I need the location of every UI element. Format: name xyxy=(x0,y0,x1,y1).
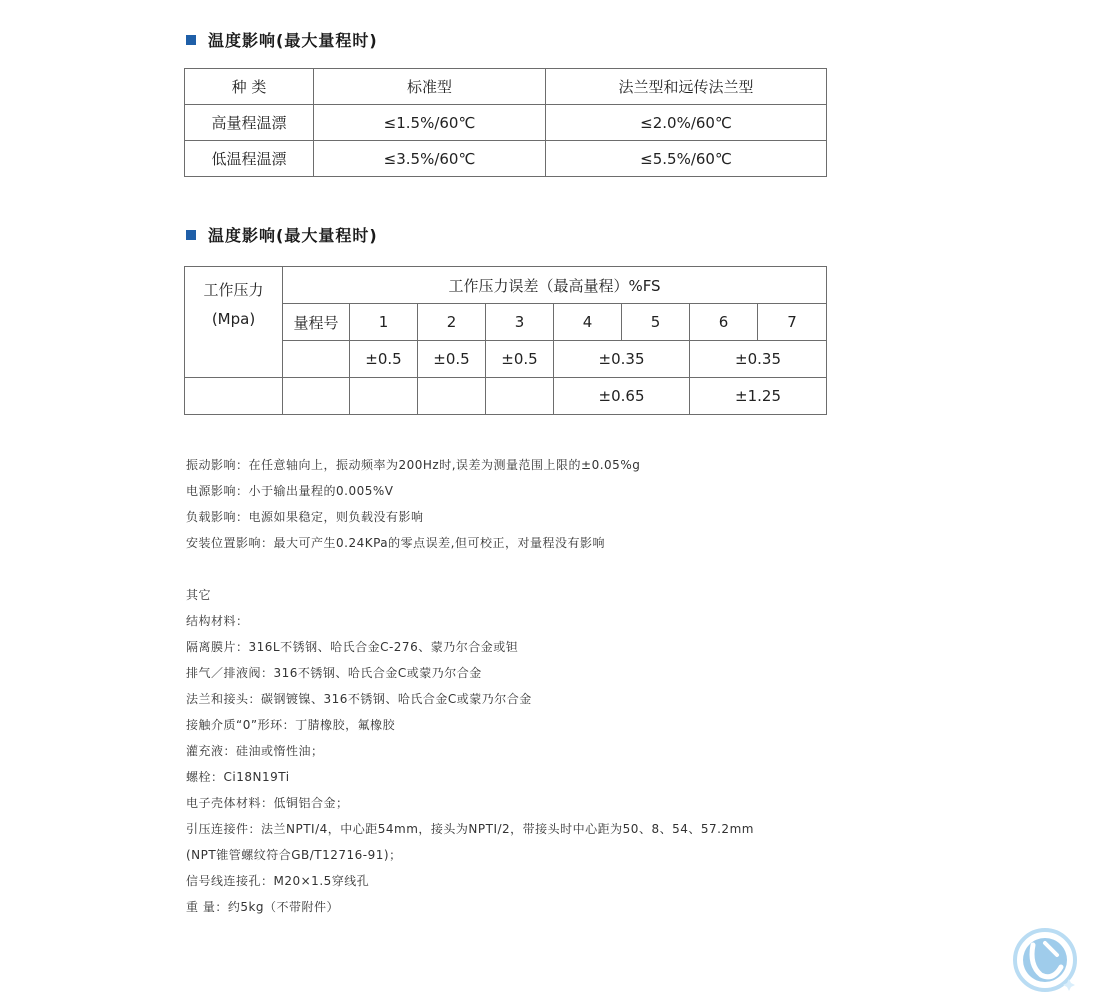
table-cell xyxy=(283,341,350,378)
table-cell: 高量程温漂 xyxy=(185,105,314,141)
table-header-cell: 种 类 xyxy=(185,69,314,105)
section-heading-1 xyxy=(186,28,378,51)
section-heading-2 xyxy=(186,223,378,246)
pressure-error-table xyxy=(184,266,827,415)
spec-line: 结构材料： xyxy=(186,614,249,628)
table-header-cell: 标准型 xyxy=(314,69,546,105)
table-cell: ≤1.5%/60℃ xyxy=(314,105,546,141)
section-heading-2-text: 温度影响(最大量程时) xyxy=(208,226,378,245)
other-heading: 其它 xyxy=(186,588,212,602)
table-cell: ≤5.5%/60℃ xyxy=(546,141,827,177)
table-cell: ±0.5 xyxy=(418,341,486,378)
table-cell xyxy=(283,378,350,415)
range-number-cell: 7 xyxy=(758,304,827,341)
pressure-column-header xyxy=(185,267,283,341)
pressure-header-line1: 工作压力 xyxy=(203,281,264,299)
range-number-cell: 5 xyxy=(622,304,690,341)
table-cell xyxy=(350,378,418,415)
table-cell: ±1.25 xyxy=(690,378,827,415)
table-cell xyxy=(486,378,554,415)
spec-line: 法兰和接头：碳钢镀镍、316不锈钢、哈氏合金C或蒙乃尔合金 xyxy=(186,692,532,706)
spec-line: 灌充液：硅油或惰性油； xyxy=(186,744,324,758)
table-cell xyxy=(185,341,283,378)
range-number-cell: 2 xyxy=(418,304,486,341)
effect-line: 安装位置影响：最大可产生0.24KPa的零点误差,但可校正，对量程没有影响 xyxy=(186,536,605,550)
table-row xyxy=(185,105,827,141)
table-cell: ±0.35 xyxy=(690,341,827,378)
table-cell: ±0.5 xyxy=(486,341,554,378)
spec-line: 信号线连接孔：M20×1.5穿线孔 xyxy=(186,874,370,888)
spec-line: 重 量：约5kg（不带附件） xyxy=(186,900,340,914)
range-number-cell: 3 xyxy=(486,304,554,341)
temperature-effect-table xyxy=(184,68,827,177)
table-header-row xyxy=(185,69,827,105)
range-number-cell: 1 xyxy=(350,304,418,341)
range-number-cell: 6 xyxy=(690,304,758,341)
range-number-cell: 4 xyxy=(554,304,622,341)
spec-line: 排气／排液阀：316不锈钢、哈氏合金C或蒙乃尔合金 xyxy=(186,666,482,680)
table-cell: 低温程温漂 xyxy=(185,141,314,177)
spec-line: 接触介质“0”形环：丁腈橡胶，氟橡胶 xyxy=(186,718,396,732)
table-row xyxy=(185,341,827,378)
table-cell xyxy=(418,378,486,415)
table-row xyxy=(185,141,827,177)
table-cell: ≤3.5%/60℃ xyxy=(314,141,546,177)
spec-line: 隔离膜片：316L不锈钢、哈氏合金C-276、蒙乃尔合金或钽 xyxy=(186,640,519,654)
table-cell: ±0.35 xyxy=(554,341,690,378)
spec-line: 引压连接件：法兰NPTI/4，中心距54mm，接头为NPTI/2，带接头时中心距为50、8、54、57.2mm xyxy=(186,822,754,836)
watermark-logo-icon xyxy=(1005,925,1085,995)
pressure-header-line2: (Mpa) xyxy=(211,310,256,328)
effect-line: 电源影响：小于输出量程的0.005%V xyxy=(186,484,394,498)
square-bullet-icon xyxy=(186,230,196,240)
square-bullet-icon xyxy=(186,35,196,45)
effect-line: 负载影响：电源如果稳定，则负载没有影响 xyxy=(186,510,424,524)
error-span-header: 工作压力误差（最高量程）%FS xyxy=(283,267,827,304)
table-cell: ±0.65 xyxy=(554,378,690,415)
table-cell: ±0.5 xyxy=(350,341,418,378)
table-cell: ≤2.0%/60℃ xyxy=(546,105,827,141)
table-row xyxy=(185,378,827,415)
table-header-cell: 法兰型和远传法兰型 xyxy=(546,69,827,105)
spec-line: 螺栓：Ci18N19Ti xyxy=(186,770,290,784)
spec-line: 电子壳体材料：低铜铝合金； xyxy=(186,796,349,810)
section-heading-1-text: 温度影响(最大量程时) xyxy=(208,31,378,50)
spec-line: (NPT锥管螺纹符合GB/T12716-91)； xyxy=(186,848,402,862)
table-cell xyxy=(185,378,283,415)
effect-line: 振动影响：在任意轴向上，振动频率为200Hz时,误差为测量范围上限的±0.05%g xyxy=(186,458,641,472)
table-header-row xyxy=(185,267,827,304)
range-label-cell: 量程号 xyxy=(283,304,350,341)
